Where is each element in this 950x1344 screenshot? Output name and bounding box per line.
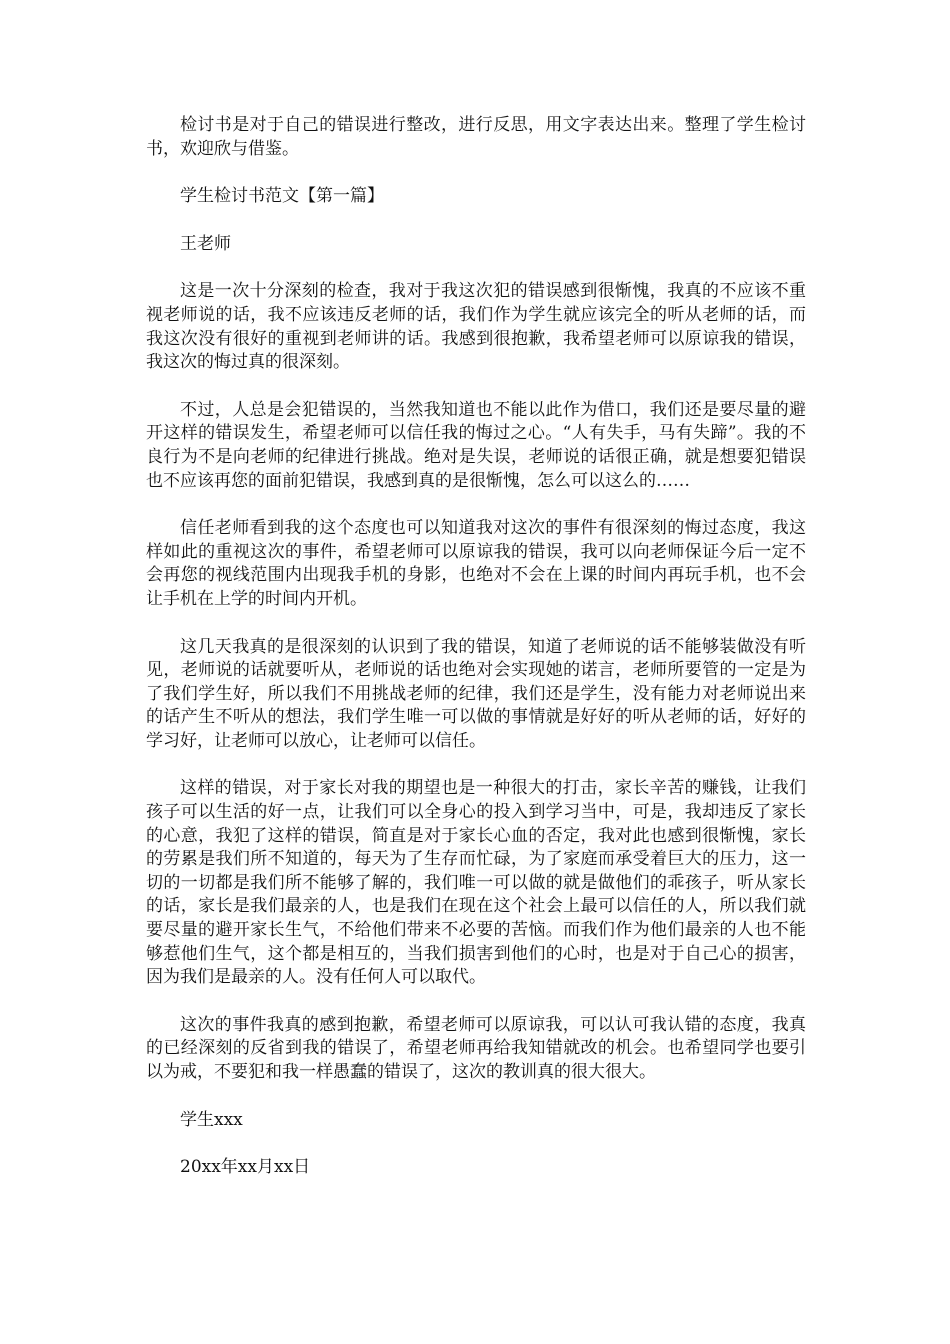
document-body [146, 114, 806, 1180]
salutation: 王老师 [180, 233, 231, 254]
body-paragraph: 这样的错误，对于家长对我的期望也是一种很大的打击，家长辛苦的赚钱，让我们孩子可以生活的好一点，让我们可以全身心的投入到学习当中，可是，我却违反了家长的心意，我犯了这样的错误，简直是对于家长心血的否定，我对此也感到很惭愧，家长的劳累是我们所不知道的，每天为了生存而忙碌，为了家庭而承受着巨大的压力，这一切的一切都是我们所不能够了解的，我们唯一可以做的就是做他们的乖孩子，听从家长的话，家长是我们最亲的人，也是我们在现在这个社会上最可以信任的人，所以我们就要尽量的避开家长生气，不给他们带来不必要的苦恼。而我们作为他们最亲的人也不能够惹他们生气，这个都是相互的，当我们损害到他们的心时，也是对于自己心的损害，因为我们是最亲的人。没有任何人可以取代。 [146, 778, 806, 988]
intro-paragraph: 检讨书是对于自己的错误进行整改，进行反思，用文字表达出来。整理了学生检讨书，欢迎欣与借鉴。 [146, 115, 806, 159]
signature: 学生xxx [180, 1109, 243, 1130]
body-paragraph: 这次的事件我真的感到抱歉，希望老师可以原谅我，可以认可我认错的态度，我真的已经深刻的反省到我的错误了，希望老师再给我知错就改的机会。也希望同学也要引以为戒，不要犯和我一样愚蠢的错误了，这次的教训真的很大很大。 [146, 1014, 806, 1082]
body-paragraph: 信任老师看到我的这个态度也可以知道我对这次的事件有很深刻的悔过态度，我这样如此的重视这次的事件，希望老师可以原谅我的错误，我可以向老师保证今后一定不会再您的视线范围内出现我手机的身影，也绝对不会在上课的时间内再玩手机，也不会让手机在上学的时间内开机。 [146, 518, 806, 609]
body-paragraph: 这是一次十分深刻的检查，我对于我这次犯的错误感到很惭愧，我真的不应该不重视老师说的话，我不应该违反老师的话，我们作为学生就应该完全的听从老师的话，而我这次没有很好的重视到老师讲的话。我感到很抱歉，我希望老师可以原谅我的错误，我这次的悔过真的很深刻。 [146, 281, 806, 373]
date-line: 20xx年xx月xx日 [180, 1157, 311, 1178]
body-paragraph: 不过，人总是会犯错误的，当然我知道也不能以此作为借口，我们还是要尽量的避开这样的错误发生，希望老师可以信任我的悔过之心。“人有失手，马有失蹄”。我的不良行为不是向老师的纪律进行挑战。绝对是失误，老师说的话很正确，就是想要犯错误也不应该再您的面前犯错误，我感到真的是很惭愧，怎么可以这么的…… [146, 399, 806, 491]
body-paragraph: 这几天我真的是很深刻的认识到了我的错误，知道了老师说的话不能够装做没有听见，老师说的话就要听从，老师说的话也绝对会实现她的诺言，老师所要管的一定是为了我们学生好，所以我们不用挑战老师的纪律，我们还是学生，没有能力对老师说出来的话产生不听从的想法，我们学生唯一可以做的事情就是好好的听从老师的话，好好的学习好，让老师可以放心，让老师可以信任。 [146, 636, 806, 751]
section-heading: 学生检讨书范文【第一篇】 [180, 186, 384, 207]
